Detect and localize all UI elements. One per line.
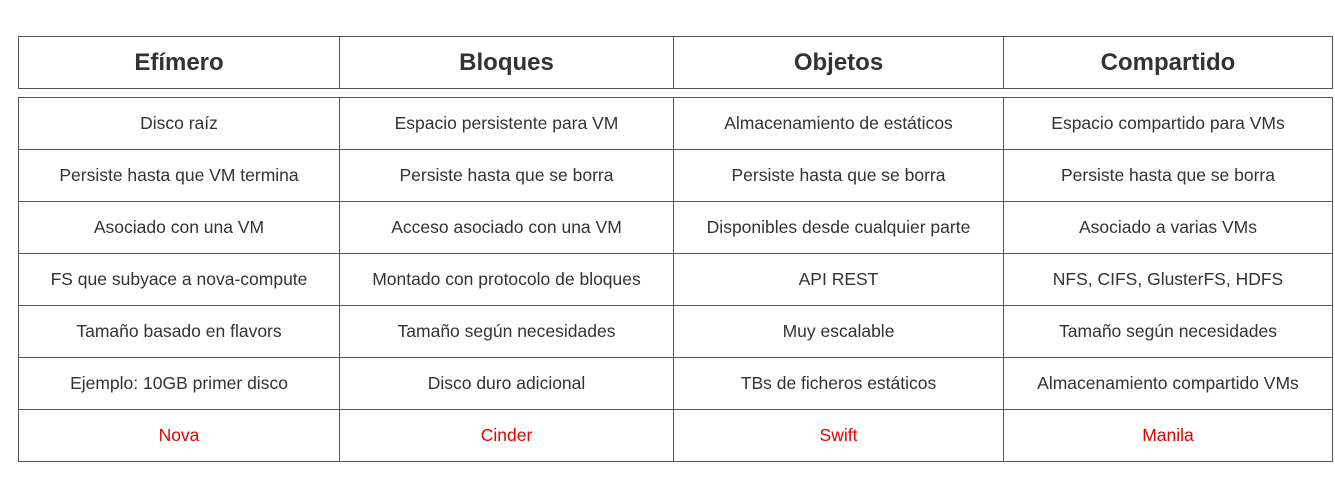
table-cell: Ejemplo: 10GB primer disco bbox=[19, 358, 340, 410]
table-cell: Tamaño basado en flavors bbox=[19, 306, 340, 358]
table-cell: Almacenamiento compartido VMs bbox=[1004, 358, 1333, 410]
table-row bbox=[19, 202, 1333, 254]
table-cell: Espacio persistente para VM bbox=[340, 98, 674, 150]
header-gap bbox=[18, 89, 1332, 97]
table-row bbox=[19, 254, 1333, 306]
table-cell: Asociado a varias VMs bbox=[1004, 202, 1333, 254]
table-cell: Muy escalable bbox=[674, 306, 1004, 358]
table-row bbox=[19, 306, 1333, 358]
header-objetos: Objetos bbox=[674, 37, 1004, 89]
table-cell: Almacenamiento de estáticos bbox=[674, 98, 1004, 150]
table-row bbox=[19, 358, 1333, 410]
table-cell: Asociado con una VM bbox=[19, 202, 340, 254]
table-cell: Disco raíz bbox=[19, 98, 340, 150]
header-efimero: Efímero bbox=[19, 37, 340, 89]
header-row bbox=[19, 37, 1333, 89]
table-cell: Persiste hasta que VM termina bbox=[19, 150, 340, 202]
table-cell: Persiste hasta que se borra bbox=[674, 150, 1004, 202]
table-cell: API REST bbox=[674, 254, 1004, 306]
table-row bbox=[19, 98, 1333, 150]
header-bloques: Bloques bbox=[340, 37, 674, 89]
table-cell: Tamaño según necesidades bbox=[340, 306, 674, 358]
table-cell: Persiste hasta que se borra bbox=[340, 150, 674, 202]
table-cell: NFS, CIFS, GlusterFS, HDFS bbox=[1004, 254, 1333, 306]
service-cinder: Cinder bbox=[340, 410, 674, 462]
table-cell: FS que subyace a nova-compute bbox=[19, 254, 340, 306]
table-row bbox=[19, 150, 1333, 202]
service-nova: Nova bbox=[19, 410, 340, 462]
table-cell: Montado con protocolo de bloques bbox=[340, 254, 674, 306]
table-cell: Acceso asociado con una VM bbox=[340, 202, 674, 254]
table-cell: Disponibles desde cualquier parte bbox=[674, 202, 1004, 254]
service-swift: Swift bbox=[674, 410, 1004, 462]
table-cell: Persiste hasta que se borra bbox=[1004, 150, 1333, 202]
service-manila: Manila bbox=[1004, 410, 1333, 462]
storage-comparison-table bbox=[18, 36, 1333, 89]
table-cell: Tamaño según necesidades bbox=[1004, 306, 1333, 358]
table-cell: TBs de ficheros estáticos bbox=[674, 358, 1004, 410]
header-compartido: Compartido bbox=[1004, 37, 1333, 89]
storage-comparison-body bbox=[18, 97, 1333, 462]
service-row bbox=[19, 410, 1333, 462]
table-cell: Espacio compartido para VMs bbox=[1004, 98, 1333, 150]
storage-comparison-table-wrapper bbox=[18, 36, 1332, 462]
table-cell: Disco duro adicional bbox=[340, 358, 674, 410]
